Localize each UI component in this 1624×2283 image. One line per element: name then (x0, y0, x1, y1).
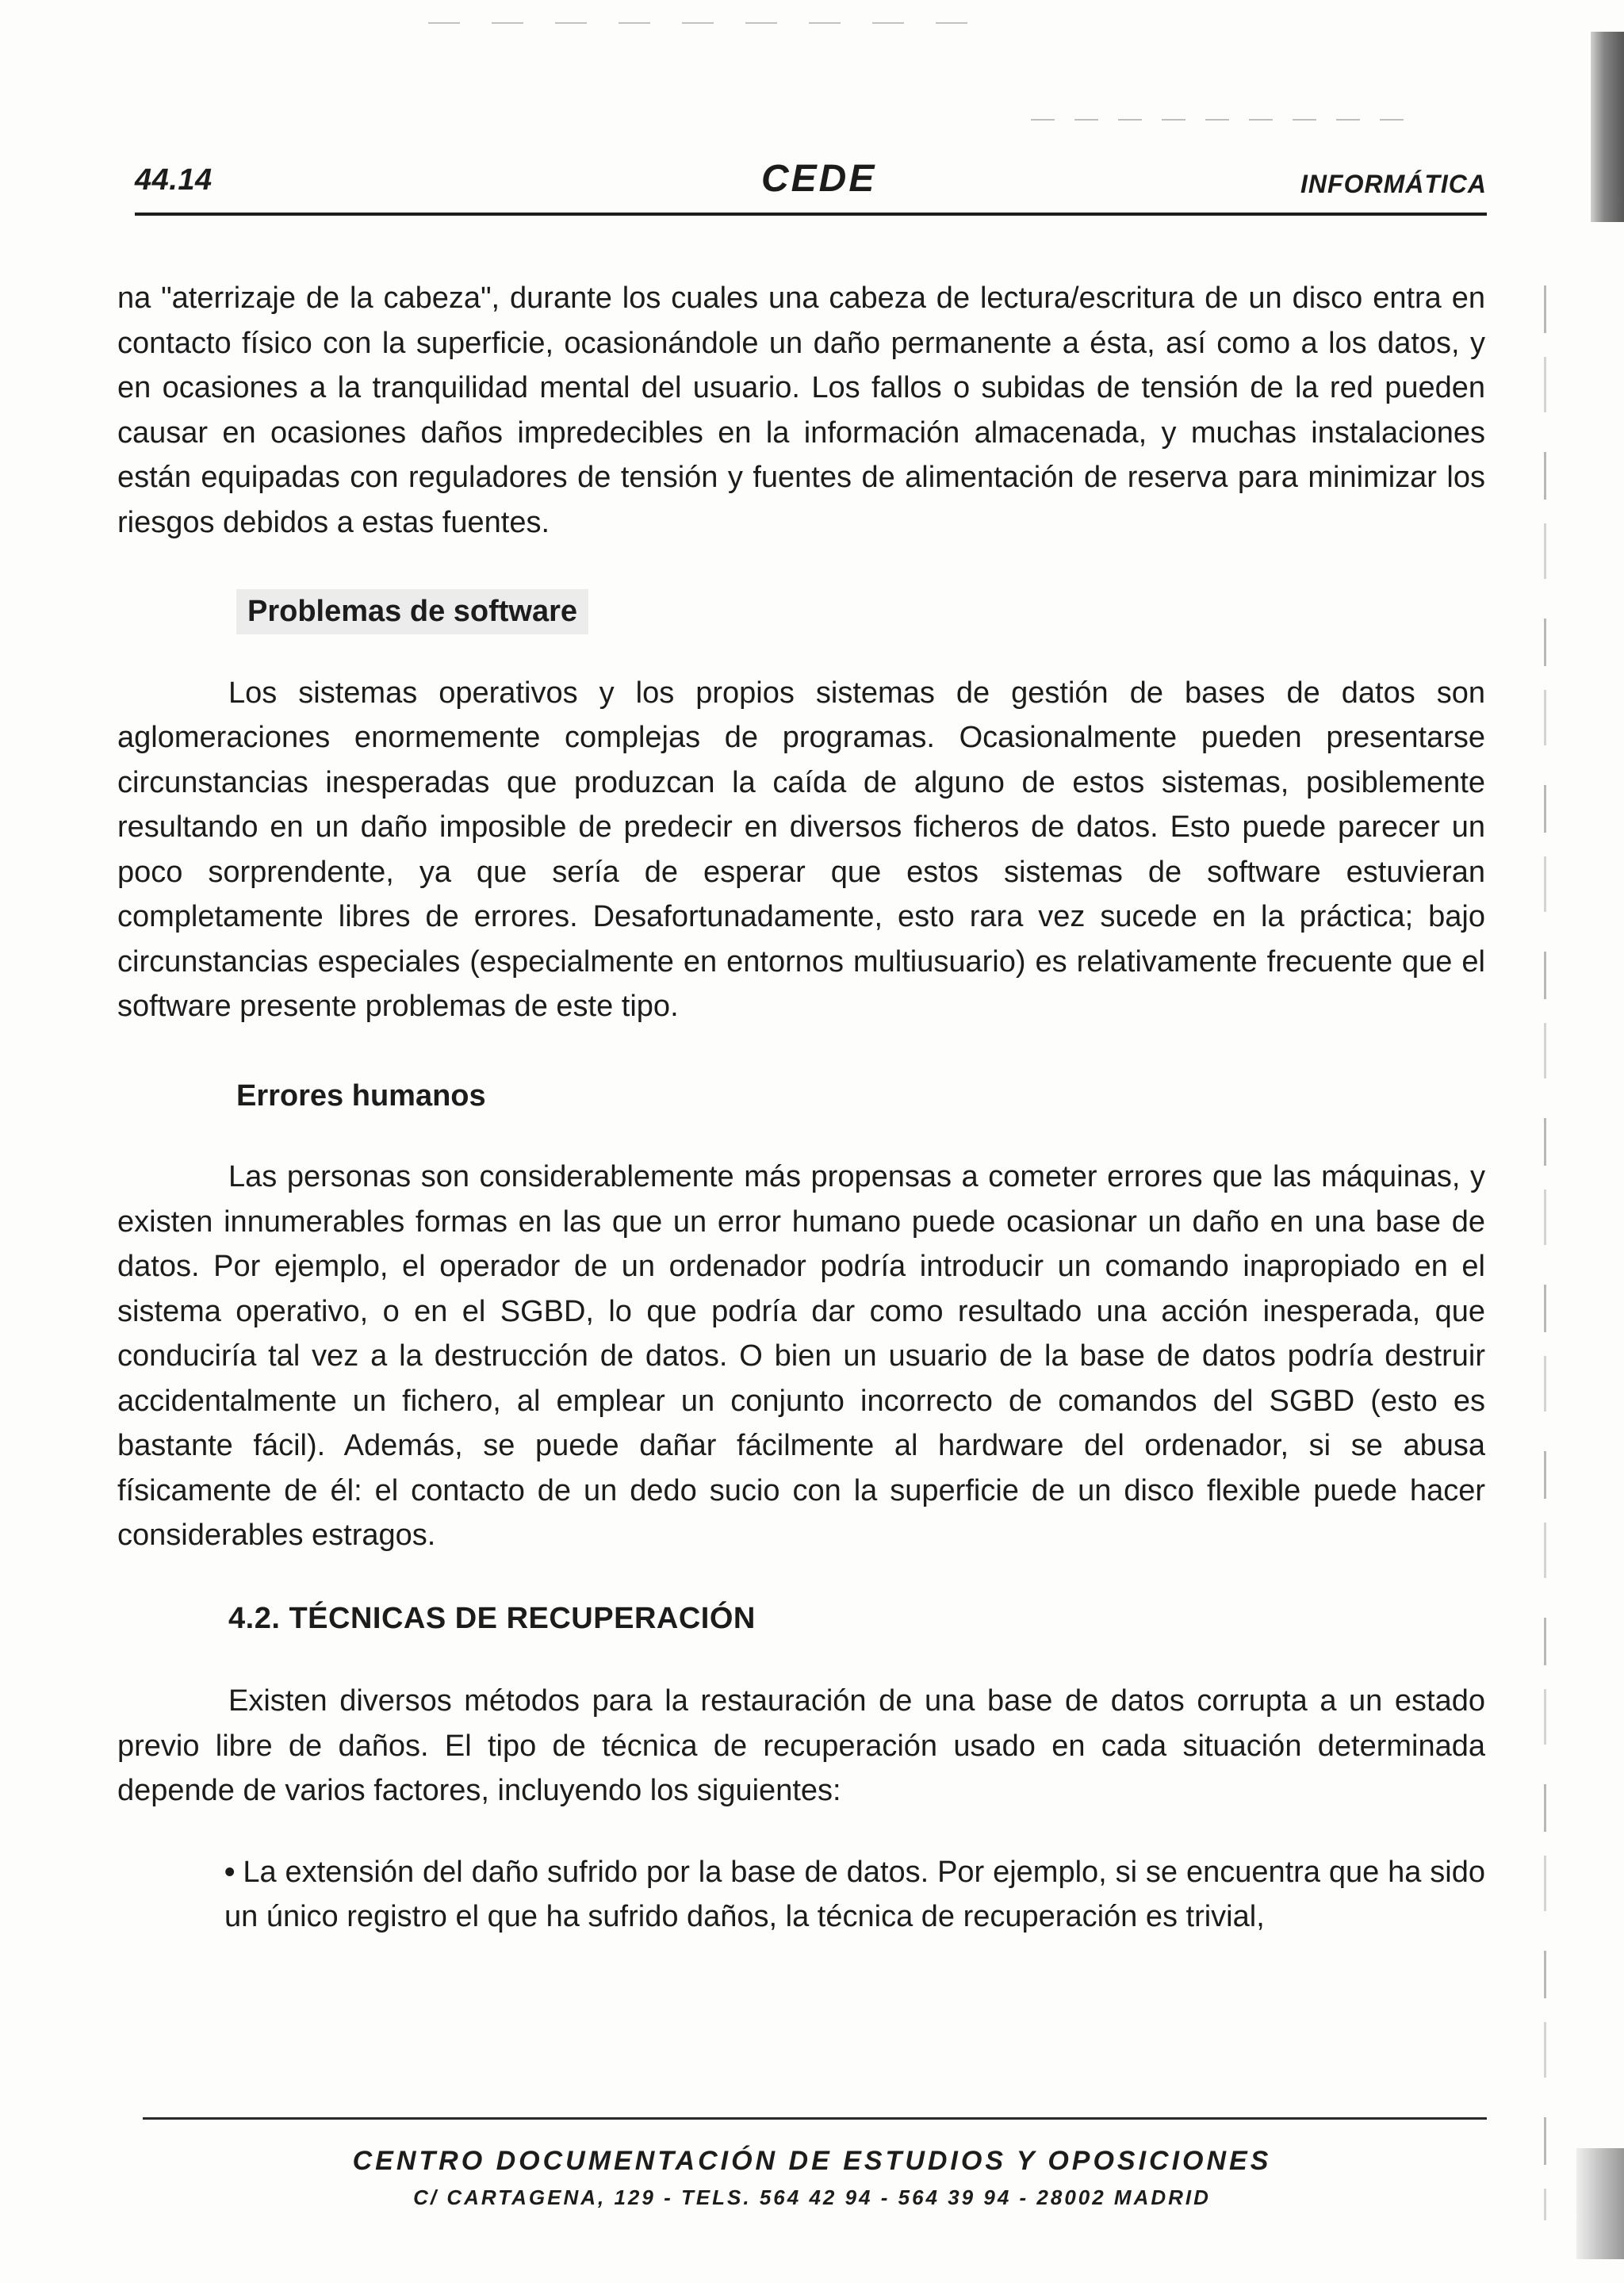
bullet-item (117, 1850, 1485, 1940)
page-body (117, 276, 1485, 1940)
footer-organization: CENTRO DOCUMENTACIÓN DE ESTUDIOS Y OPOSICIONES (352, 2146, 1272, 2176)
heading-software-problems (117, 589, 1485, 634)
footer-rule (143, 2117, 1487, 2120)
scan-smudge-top (428, 22, 983, 24)
scan-edge-line (1544, 285, 1546, 2220)
section-name: INFORMÁTICA (1300, 170, 1487, 198)
paragraph-software: Los sistemas operativos y los propios sistemas de gestión de bases de datos son aglomeraciones enormemente complejas de programas. Ocasionalmente pueden presentarse circunstancias inesperadas que produzcan la caída de alguno de estos sistemas, posiblemente resultando en un daño imposible de predecir en diversos ficheros de datos. Esto puede parecer un poco sorprendente, ya que sería de esperar que estos sistemas de software estuvieran completamente libres de errores. Desafortunadamente, esto rara vez sucede en la práctica; bajo circunstancias especiales (especialmente en entornos multiusuario) es relativamente frecuente que el software presente problemas de este tipo. (117, 676, 1485, 1023)
bullet-icon: • (224, 1855, 236, 1889)
heading-recovery-techniques: 4.2. TÉCNICAS DE RECUPERACIÓN (228, 1601, 756, 1635)
footer-address: C/ CARTAGENA, 129 - TELS. 564 42 94 - 564 39 94 - 28002 MADRID (413, 2185, 1211, 2209)
scan-edge-shadow (1591, 32, 1624, 222)
paragraph-continuation: na "aterrizaje de la cabeza", durante los cuales una cabeza de lectura/escritura de un disco entra en contacto físico con la superficie, ocasionándole un daño permanente a ésta, así como a los datos, y en ocasiones a la tranquilidad mental del usuario. Los fallos o subidas de tensión de la red pueden causar en ocasiones daños impredecibles en la información almacenada, y muchas instalaciones están equipadas con reguladores de tensión y fuentes de alimentación de reserva para minimizar los riesgos debidos a estas fuentes. (117, 282, 1485, 539)
page-header (135, 157, 1487, 220)
bullet-text: La extensión del daño sufrido por la base de datos. Por ejemplo, si se encuentra que ha sido un único registro el que ha sufrido daños, la técnica de recuperación es trivial, (224, 1855, 1485, 1933)
heading-text: Problemas de software (236, 589, 588, 634)
scan-smudge-header (1031, 119, 1411, 121)
paragraph-human-errors: Las personas son considerablemente más propensas a cometer errores que las máquinas, y existen innumerables formas en las que un error humano puede ocasionar un daño en una base de datos. Por ejemplo, el operador de un ordenador podría introducir un comando inapropiado en el sistema operativo, o en el SGBD, lo que podría dar como resultado una acción inesperada, que conduciría tal vez a la destrucción de datos. O bien un usuario de la base de datos podría destruir accidentalmente un fichero, al emplear un conjunto incorrecto de comandos del SGBD (esto es bastante fácil). Además, se puede dañar fácilmente al hardware del ordenador, si se abusa físicamente de él: el contacto de un dedo sucio con la superficie de un disco flexible puede hacer considerables estragos. (117, 1160, 1485, 1552)
publisher-name: CEDE (761, 158, 877, 200)
header-rule (135, 213, 1487, 216)
paragraph-recovery-intro: Existen diversos métodos para la restauración de una base de datos corrupta a un estado previo libre de daños. El tipo de técnica de recuperación usado en cada situación determinada depende de varios factores, incluyendo los siguientes: (117, 1684, 1485, 1807)
page-number: 44.14 (135, 163, 213, 197)
heading-human-errors: Errores humanos (236, 1078, 486, 1113)
